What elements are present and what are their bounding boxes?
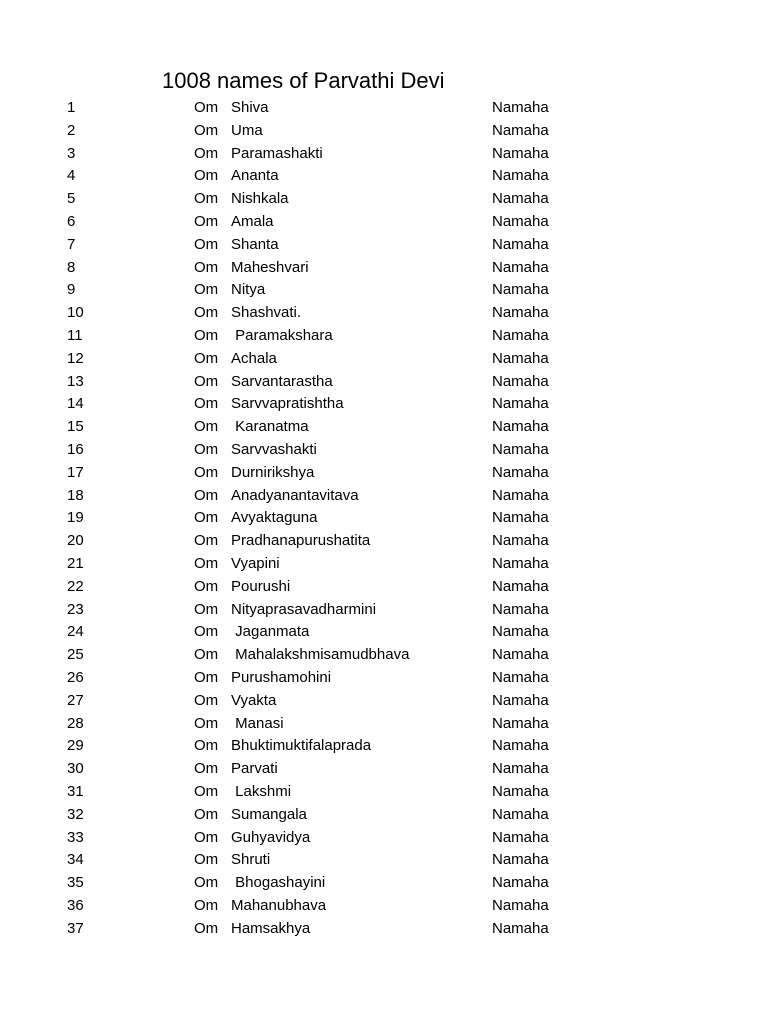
row-name: Shiva	[231, 99, 269, 116]
row-name: Guhyavidya	[231, 828, 311, 846]
row-number: 33	[67, 828, 84, 846]
row-om: Om	[194, 304, 219, 322]
row-om: Om	[194, 554, 219, 572]
row-namaha: Namaha	[492, 190, 549, 208]
list-item	[0, 849, 768, 872]
row-namaha: Namaha	[492, 440, 549, 458]
list-item	[0, 325, 768, 348]
row-name: Shruti	[231, 851, 271, 869]
list-item	[0, 758, 768, 781]
row-om: Om	[194, 600, 219, 618]
list-item	[0, 713, 768, 736]
row-om: Om	[194, 121, 219, 139]
list-item	[0, 279, 768, 302]
row-om: Om	[194, 714, 219, 732]
list-item	[0, 234, 768, 257]
row-om: Om	[194, 737, 219, 755]
list-item	[0, 804, 768, 827]
row-name: Pourushi	[231, 577, 291, 595]
row-om: Om	[194, 418, 219, 436]
row-om: Om	[194, 782, 219, 800]
list-item	[0, 918, 768, 941]
row-number: 6	[67, 212, 76, 230]
row-name: Achala	[231, 349, 277, 367]
list-item	[0, 257, 768, 280]
row-namaha: Namaha	[492, 167, 549, 185]
list-item	[0, 165, 768, 188]
row-name: Durnirikshya	[231, 463, 315, 481]
row-number: 11	[67, 326, 83, 344]
row-number: 14	[67, 395, 84, 413]
row-number: 8	[67, 258, 76, 276]
row-name: Manasi	[231, 714, 284, 732]
row-name: Nitya	[231, 281, 266, 299]
row-name: Nityaprasavadharmini	[231, 600, 377, 618]
row-name: Paramashakti	[231, 144, 323, 162]
list-item	[0, 735, 768, 758]
row-number: 21	[67, 554, 84, 572]
list-item	[0, 393, 768, 416]
list-item	[0, 120, 768, 143]
row-number: 29	[67, 737, 84, 755]
row-om: Om	[194, 395, 219, 413]
row-name: Amala	[231, 212, 274, 230]
row-number: 1	[67, 99, 76, 116]
row-number: 13	[67, 372, 84, 390]
row-om: Om	[194, 486, 219, 504]
row-namaha: Namaha	[492, 851, 549, 869]
row-number: 20	[67, 532, 84, 550]
row-number: 30	[67, 760, 84, 778]
row-namaha: Namaha	[492, 304, 549, 322]
row-om: Om	[194, 99, 219, 116]
row-number: 35	[67, 874, 84, 892]
row-om: Om	[194, 668, 219, 686]
row-number: 23	[67, 600, 84, 618]
row-name: Sarvvapratishtha	[231, 395, 344, 413]
row-namaha: Namaha	[492, 121, 549, 139]
row-om: Om	[194, 896, 219, 914]
row-om: Om	[194, 691, 219, 709]
row-name: Avyaktaguna	[231, 509, 318, 527]
row-namaha: Namaha	[492, 919, 549, 937]
row-om: Om	[194, 828, 219, 846]
row-name: Purushamohini	[231, 668, 332, 686]
row-number: 27	[67, 691, 84, 709]
row-namaha: Namaha	[492, 668, 549, 686]
row-number: 18	[67, 486, 84, 504]
list-item	[0, 371, 768, 394]
list-item	[0, 553, 768, 576]
row-number: 37	[67, 919, 84, 937]
row-om: Om	[194, 463, 219, 481]
row-namaha: Namaha	[492, 896, 549, 914]
list-item	[0, 599, 768, 622]
row-namaha: Namaha	[492, 144, 549, 162]
list-item	[0, 872, 768, 895]
row-name: Karanatma	[231, 418, 309, 436]
row-namaha: Namaha	[492, 714, 549, 732]
row-namaha: Namaha	[492, 463, 549, 481]
list-item	[0, 485, 768, 508]
row-name: Jaganmata	[231, 623, 310, 641]
list-item	[0, 576, 768, 599]
list-item	[0, 143, 768, 166]
row-number: 17	[67, 463, 84, 481]
row-number: 19	[67, 509, 84, 527]
list-item	[0, 462, 768, 485]
list-item	[0, 530, 768, 553]
row-number: 12	[67, 349, 84, 367]
row-name: Parvati	[231, 760, 278, 778]
row-namaha: Namaha	[492, 805, 549, 823]
row-om: Om	[194, 372, 219, 390]
row-namaha: Namaha	[492, 828, 549, 846]
row-name: Mahanubhava	[231, 896, 327, 914]
list-item	[0, 621, 768, 644]
list-item	[0, 667, 768, 690]
row-name: Ananta	[231, 167, 279, 185]
list-item	[0, 97, 768, 120]
row-name: Sarvvashakti	[231, 440, 317, 458]
row-number: 15	[67, 418, 84, 436]
row-name: Shashvati.	[231, 304, 302, 322]
row-namaha: Namaha	[492, 554, 549, 572]
row-namaha: Namaha	[492, 258, 549, 276]
row-namaha: Namaha	[492, 418, 549, 436]
list-item	[0, 827, 768, 850]
row-number: 5	[67, 190, 76, 208]
list-item	[0, 348, 768, 371]
row-om: Om	[194, 646, 219, 664]
row-namaha: Namaha	[492, 737, 549, 755]
row-name: Mahalakshmisamudbhava	[231, 646, 410, 664]
list-item	[0, 781, 768, 804]
row-number: 10	[67, 304, 84, 322]
row-om: Om	[194, 167, 219, 185]
list-item	[0, 644, 768, 667]
row-om: Om	[194, 760, 219, 778]
row-number: 4	[67, 167, 76, 185]
row-number: 3	[67, 144, 76, 162]
row-om: Om	[194, 258, 219, 276]
row-om: Om	[194, 623, 219, 641]
row-om: Om	[194, 851, 219, 869]
row-om: Om	[194, 440, 219, 458]
row-namaha: Namaha	[492, 235, 549, 253]
row-om: Om	[194, 874, 219, 892]
row-number: 25	[67, 646, 84, 664]
list-item	[0, 416, 768, 439]
row-om: Om	[194, 281, 219, 299]
list-item	[0, 895, 768, 918]
row-om: Om	[194, 919, 219, 937]
row-namaha: Namaha	[492, 212, 549, 230]
row-om: Om	[194, 235, 219, 253]
row-om: Om	[194, 577, 219, 595]
row-number: 36	[67, 896, 84, 914]
row-namaha: Namaha	[492, 395, 549, 413]
row-number: 24	[67, 623, 84, 641]
list-item	[0, 507, 768, 530]
names-list	[0, 97, 768, 940]
list-item	[0, 302, 768, 325]
row-number: 2	[67, 121, 76, 139]
row-namaha: Namaha	[492, 623, 549, 641]
list-item	[0, 188, 768, 211]
row-name: Pradhanapurushatita	[231, 532, 371, 550]
row-namaha: Namaha	[492, 509, 549, 527]
row-namaha: Namaha	[492, 760, 549, 778]
row-name: Hamsakhya	[231, 919, 311, 937]
list-item	[0, 439, 768, 462]
row-name: Sumangala	[231, 805, 307, 823]
row-om: Om	[194, 805, 219, 823]
list-item	[0, 690, 768, 713]
row-om: Om	[194, 326, 219, 344]
row-number: 22	[67, 577, 84, 595]
document-title: 1008 names of Parvathi Devi	[162, 68, 445, 93]
row-name: Vyakta	[231, 691, 277, 709]
row-name: Sarvantarastha	[231, 372, 333, 390]
row-name: Vyapini	[231, 554, 280, 572]
row-om: Om	[194, 509, 219, 527]
row-name: Paramakshara	[231, 326, 333, 344]
row-namaha: Namaha	[492, 577, 549, 595]
row-namaha: Namaha	[492, 600, 549, 618]
row-namaha: Namaha	[492, 532, 549, 550]
row-name: Shanta	[231, 235, 279, 253]
row-number: 31	[67, 782, 84, 800]
row-om: Om	[194, 349, 219, 367]
row-name: Uma	[231, 121, 263, 139]
row-om: Om	[194, 190, 219, 208]
row-name: Bhogashayini	[231, 874, 326, 892]
list-item	[0, 211, 768, 234]
row-number: 7	[67, 235, 76, 253]
row-om: Om	[194, 144, 219, 162]
row-number: 9	[67, 281, 76, 299]
row-namaha: Namaha	[492, 646, 549, 664]
row-name: Maheshvari	[231, 258, 309, 276]
row-namaha: Namaha	[492, 691, 549, 709]
row-namaha: Namaha	[492, 281, 549, 299]
row-number: 32	[67, 805, 84, 823]
row-namaha: Namaha	[492, 349, 549, 367]
row-number: 26	[67, 668, 84, 686]
row-name: Lakshmi	[231, 782, 292, 800]
row-namaha: Namaha	[492, 326, 549, 344]
row-name: Bhuktimuktifalaprada	[231, 737, 372, 755]
row-om: Om	[194, 212, 219, 230]
row-number: 34	[67, 851, 84, 869]
row-name: Nishkala	[231, 190, 289, 208]
row-number: 16	[67, 440, 84, 458]
row-namaha: Namaha	[492, 874, 549, 892]
row-namaha: Namaha	[492, 99, 549, 116]
row-number: 28	[67, 714, 84, 732]
row-namaha: Namaha	[492, 782, 549, 800]
row-om: Om	[194, 532, 219, 550]
row-namaha: Namaha	[492, 486, 549, 504]
row-namaha: Namaha	[492, 372, 549, 390]
row-name: Anadyanantavitava	[231, 486, 359, 504]
